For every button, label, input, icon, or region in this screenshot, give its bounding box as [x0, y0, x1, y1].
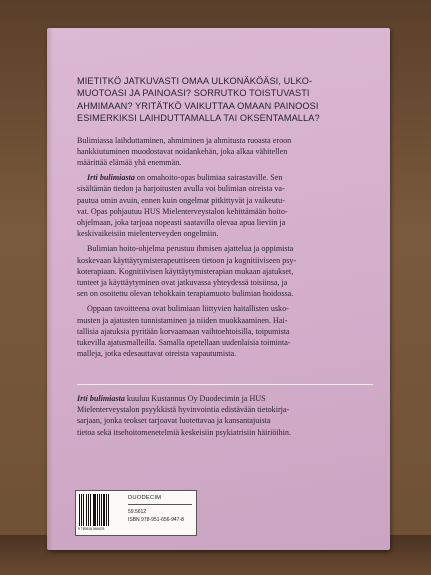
text-line: ohjelmaan, joka tarjoaa nopeasti saatavilla olevaa apua lieviin ja	[77, 218, 286, 228]
text-fragment: kuuluu Kustannus Oy Duodecimin ja HUS	[124, 394, 266, 403]
hero-line: MIETITKÖ JATKUVASTI OMAA ULKONÄKÖÄSI, ULKO-	[77, 76, 313, 86]
spine-shadow	[47, 28, 53, 550]
text-line	[77, 172, 373, 183]
barcode-bar	[103, 494, 105, 526]
barcode-label	[75, 490, 197, 536]
paragraph-intro	[77, 135, 373, 169]
cover-text-block	[77, 75, 373, 363]
text-line: tallisia ajatuksia pyritään korvaamaan vaihtoehtoisilla, toipumista	[77, 326, 290, 336]
text-line: tukevilla ajatusmalleilla. Samalla opetellaan uudenlaisia toiminta-	[77, 338, 291, 348]
barcode-bar	[81, 494, 82, 526]
text-line: pautua omin avuin, ennen kuin ongelmat pitkittyvät ja vaikeutu-	[77, 195, 285, 205]
body-text	[77, 135, 373, 360]
barcode-bar	[108, 494, 109, 526]
paragraph-therapy	[77, 243, 373, 299]
text-line: Mielenterveystalon psyykkistä hyvinvointia edistävään tietokirja-	[77, 405, 290, 415]
barcode-bar	[86, 494, 87, 526]
barcode-bar	[90, 494, 91, 526]
text-line: tietoa sekä itsehoitomenetelmiä keskeisiin psykiatrisiin häiriöihin.	[77, 427, 291, 437]
label-rule	[128, 504, 192, 505]
text-line: malleja, jotka edesauttavat oireista vapautumista.	[77, 349, 237, 359]
classification-code: 59.5612	[128, 509, 147, 515]
barcode-number: 9 789516 569478	[78, 527, 105, 531]
text-line: sen on osoitettu olevan tehokkain terapiamuoto bulimian hoidossa.	[77, 289, 294, 299]
text-line: Bulimian hoito-ohjelma perustuu ihmisen ajattelua ja oppimista	[87, 244, 294, 254]
text-line: tunteet ja käyttäytyminen ovat jatkuvassa yhteydessä toisiinsa, ja	[77, 278, 288, 288]
text-line: hankkiutuminen muodostavat noidankehän, joka alkaa vähitellen	[77, 146, 288, 156]
barcode-bar	[94, 494, 96, 526]
text-line: keskivaikeisiin mielenterveyden ongelmiin.	[77, 229, 219, 239]
text-line: Oppaan tavoitteena ovat bulimiaan liittyvien haitallisten usko-	[87, 304, 289, 314]
hero-line: AHMIMAAN? YRITÄTKÖ VAIKUTTAA OMAAN PAINOOSI	[77, 100, 319, 111]
publisher-name: DUODECIM	[128, 495, 162, 501]
text-line: koskevaan käyttäytymisterapeuttiseen tietoon ja kognitiiviseen psy-	[77, 255, 297, 265]
text-line: musten ja ajatusten tunnistaminen ja niiden muokkaaminen. Hai-	[77, 315, 288, 325]
barcode-bar	[106, 494, 107, 526]
text-line: määrittää elämää yhä enemmän.	[77, 158, 182, 168]
text-line	[77, 393, 373, 404]
hero-line: MUOTOASI JA PAINOASI? SORRUTKO TOISTUVASTI	[77, 88, 310, 99]
paragraph-goals	[77, 303, 373, 359]
text-fragment: on omahoito-opas bulimiaa sairastaville. Sen	[134, 173, 283, 183]
hero-questions	[77, 75, 373, 125]
series-description	[77, 393, 373, 438]
book-back-cover	[47, 28, 390, 550]
book-title-inline: Irti bulimiasta	[87, 173, 135, 183]
hero-line: ESIMERKIKSI LAIHDUTTAMALLA TAI OKSENTAMALLA?	[77, 113, 320, 124]
book-title-inline: Irti bulimiasta	[77, 394, 125, 403]
text-line: Bulimiassa laihduttaminen, ahmiminen ja ahmitusta ruoasta eroon	[77, 135, 292, 145]
barcode-bar	[97, 494, 98, 526]
barcode-bar	[83, 494, 84, 526]
text-line: sarjaan, jonka teokset tarjoavat luotettavaa ja kansantajuista	[77, 416, 271, 426]
text-line: vat. Opas pohjautuu HUS Mielenterveystalon kehittämään hoito-	[77, 206, 288, 216]
barcode-bar	[101, 494, 102, 526]
section-divider	[77, 384, 373, 385]
isbn-text: ISBN 978-951-656-947-8	[128, 517, 184, 523]
text-line: sisältämän tiedon ja harjoitusten avulla voi bulimian oireista va-	[77, 184, 285, 194]
paragraph-guide	[77, 172, 373, 239]
text-line: koterapiaan. Kognitiivisen käyttäytymisterapian mukaan ajatukset,	[77, 266, 294, 276]
barcode-icon	[79, 494, 123, 526]
